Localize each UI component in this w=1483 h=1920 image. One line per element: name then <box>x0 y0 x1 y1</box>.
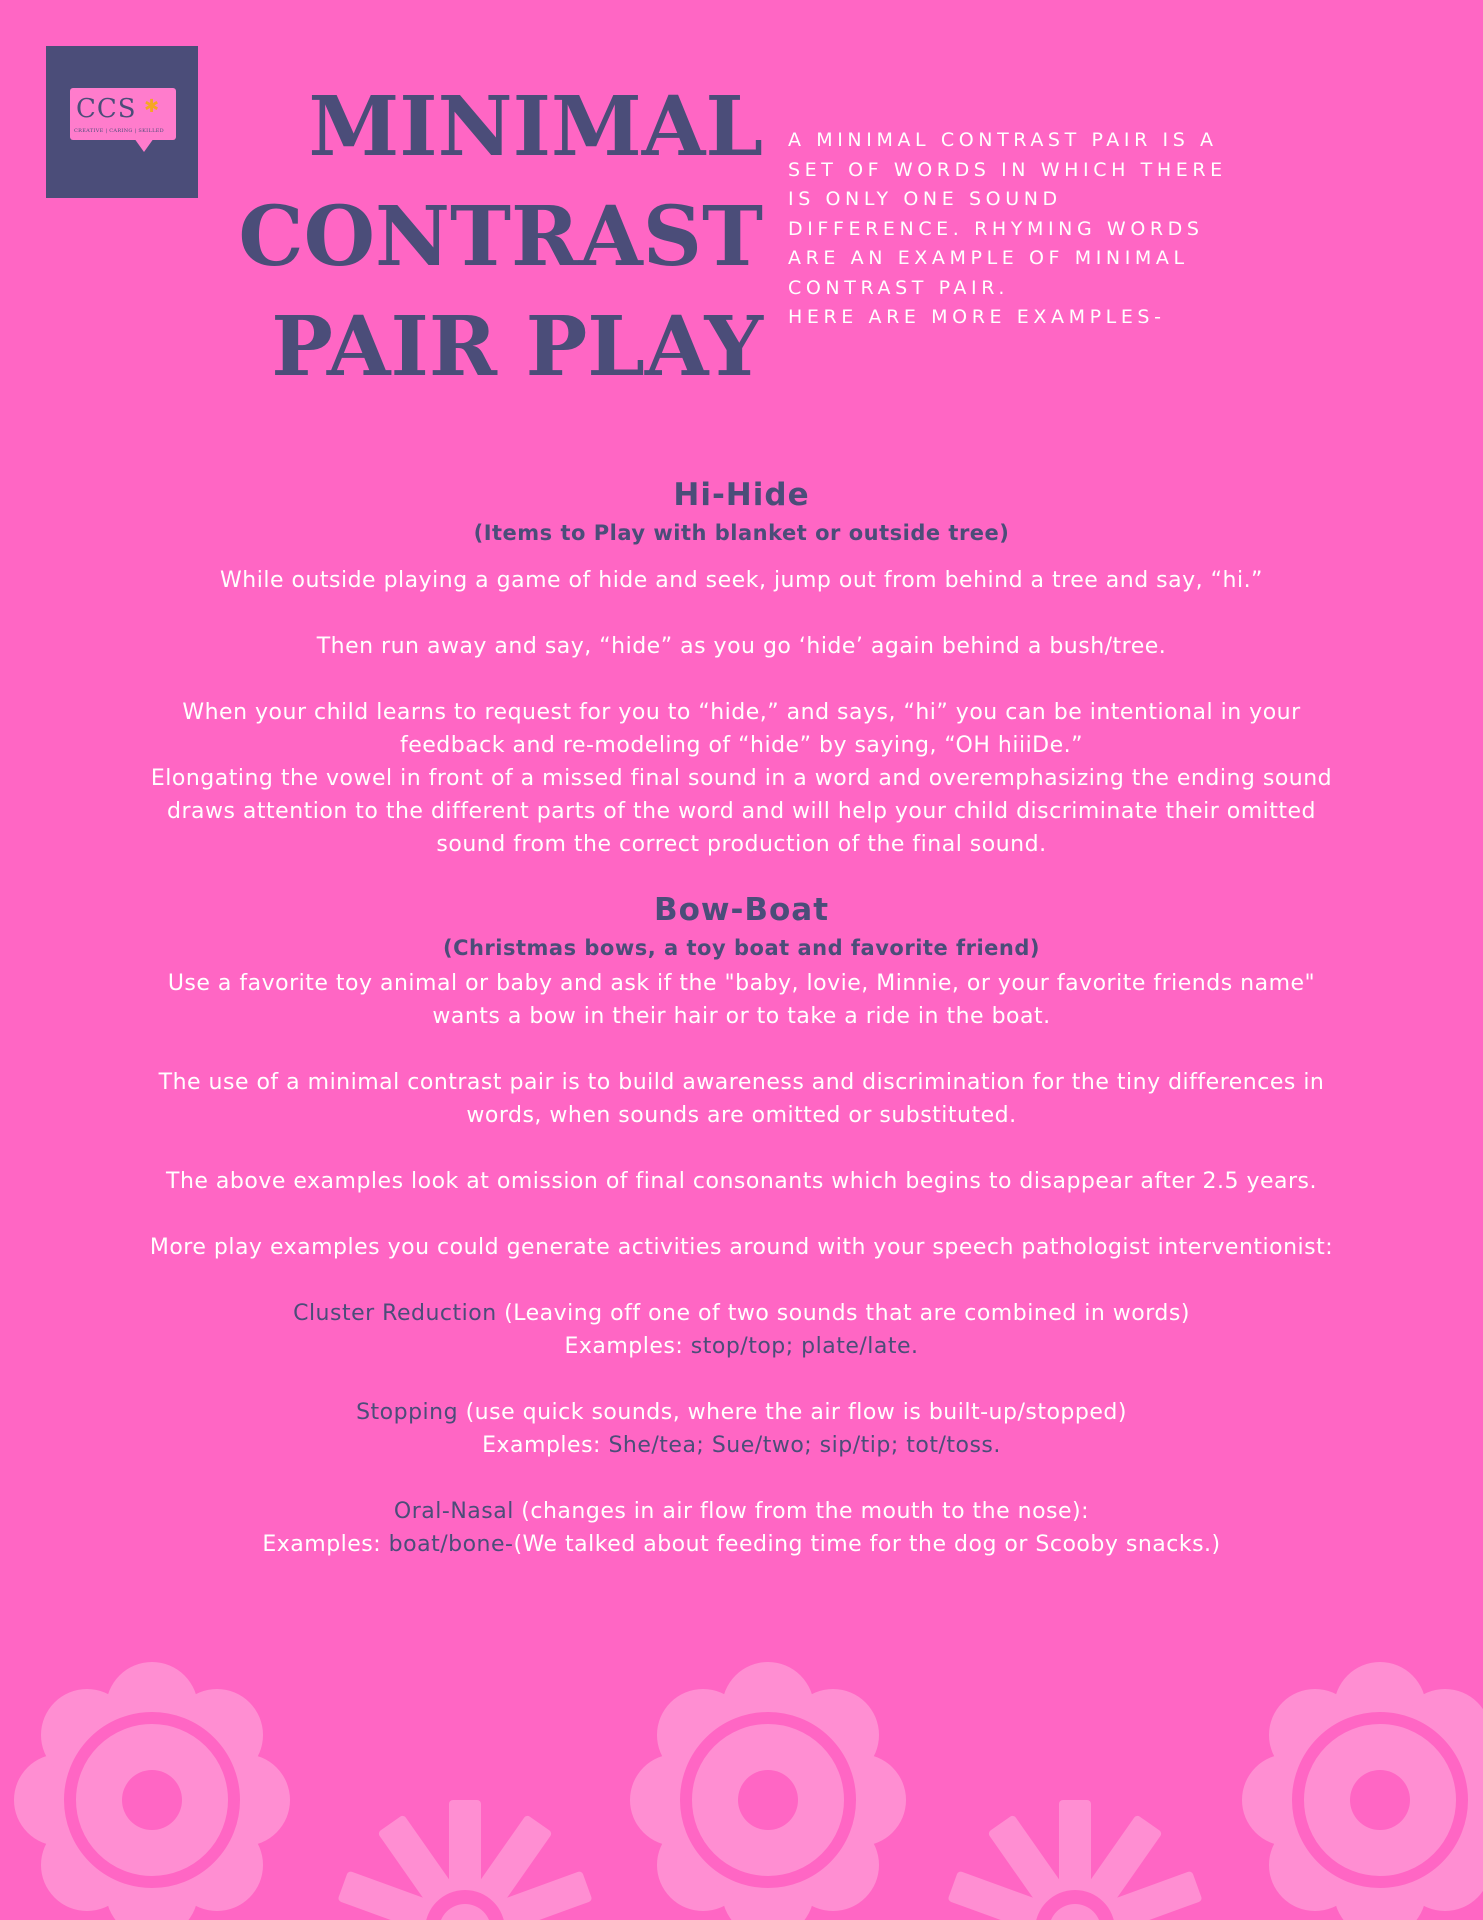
intro-line: SET OF WORDS IN WHICH THERE <box>788 158 1227 181</box>
intro-line: IS ONLY ONE SOUND <box>788 188 1062 210</box>
page-title <box>238 72 763 402</box>
logo-mark: CCS <box>76 94 137 124</box>
section-heading: Bow-Boat <box>653 892 830 928</box>
example-words: boat/bone- <box>388 1532 514 1557</box>
example-block: Cluster Reduction (Leaving off one of two sounds that are combined in words) <box>293 1301 1190 1326</box>
section-subheading: (Items to Play with blanket or outside tree) <box>473 521 1010 545</box>
example-block: Examples: boat/bone-(We talked about feeding time for the dog or Scooby snacks.) <box>262 1532 1221 1557</box>
example-block: Examples: stop/top; plate/late. <box>564 1334 919 1359</box>
paragraph: When your child learns to request for you to “hide,” and says, “hi” you can be intentional in your <box>182 700 1301 725</box>
paragraph: Then run away and say, “hide” as you go ‘hide’ again behind a bush/tree. <box>316 634 1167 659</box>
paragraph: feedback and re-modeling of “hide” by saying, “OH hiiiDe.” <box>399 733 1084 758</box>
intro-line: A MINIMAL CONTRAST PAIR IS A <box>788 129 1218 151</box>
section-heading: Hi-Hide <box>673 477 810 513</box>
paragraph: The use of a minimal contrast pair is to build awareness and discrimination for the tiny differences in <box>158 1070 1325 1095</box>
example-block: Oral-Nasal (changes in air flow from the mouth to the nose): <box>393 1499 1090 1524</box>
paragraph: Elongating the vowel in front of a missed final sound in a word and overemphasizing the ending sound <box>150 766 1333 791</box>
paragraph: Use a favorite toy animal or baby and ask if the "baby, lovie, Minnie, or your favorite friends name" <box>167 971 1316 996</box>
paragraph: While outside playing a game of hide and seek, jump out from behind a tree and say, “hi.” <box>220 568 1263 593</box>
logo-tagline: CREATIVE | CARING | SKILLED <box>74 128 164 134</box>
intro-line: CONTRAST PAIR. <box>788 276 1009 299</box>
paragraph: draws attention to the different parts of the word and will help your child discriminate their omitted <box>166 799 1317 824</box>
intro-line: HERE ARE MORE EXAMPLES- <box>788 306 1166 328</box>
intro-line: DIFFERENCE. RHYMING WORDS <box>788 217 1204 240</box>
title-line: CONTRAST <box>238 189 763 285</box>
paragraph: wants a bow in their hair or to take a ride in the boat. <box>432 1004 1051 1029</box>
paragraph: words, when sounds are omitted or substituted. <box>466 1103 1017 1128</box>
term: Cluster Reduction <box>293 1301 497 1326</box>
example-block: Examples: She/tea; Sue/two; sip/tip; tot/toss. <box>482 1433 1001 1458</box>
term: Stopping <box>356 1400 459 1425</box>
logo <box>46 46 198 198</box>
paragraph: The above examples look at omission of final consonants which begins to disappear after 2.5 years. <box>166 1169 1317 1194</box>
paragraph: More play examples you could generate activities around with your speech pathologist interventionist: <box>149 1235 1334 1260</box>
term: Oral-Nasal <box>393 1499 514 1524</box>
intro-text <box>788 126 1368 333</box>
intro-line: ARE AN EXAMPLE OF MINIMAL <box>788 247 1189 269</box>
example-words: stop/top; plate/late. <box>690 1334 919 1359</box>
paragraph: sound from the correct production of the final sound. <box>436 832 1047 857</box>
main-content <box>40 472 1443 1561</box>
example-block: Stopping (use quick sounds, where the air flow is built-up/stopped) <box>356 1400 1127 1425</box>
section-subheading: (Christmas bows, a toy boat and favorite friend) <box>442 936 1041 960</box>
title-line: MINIMAL <box>308 79 763 175</box>
example-words: She/tea; Sue/two; sip/tip; tot/toss. <box>608 1433 1001 1458</box>
star-figure-icon: ✱ <box>144 96 160 117</box>
flower-decoration <box>0 1640 1483 1920</box>
title-line: PAIR PLAY <box>271 299 763 395</box>
